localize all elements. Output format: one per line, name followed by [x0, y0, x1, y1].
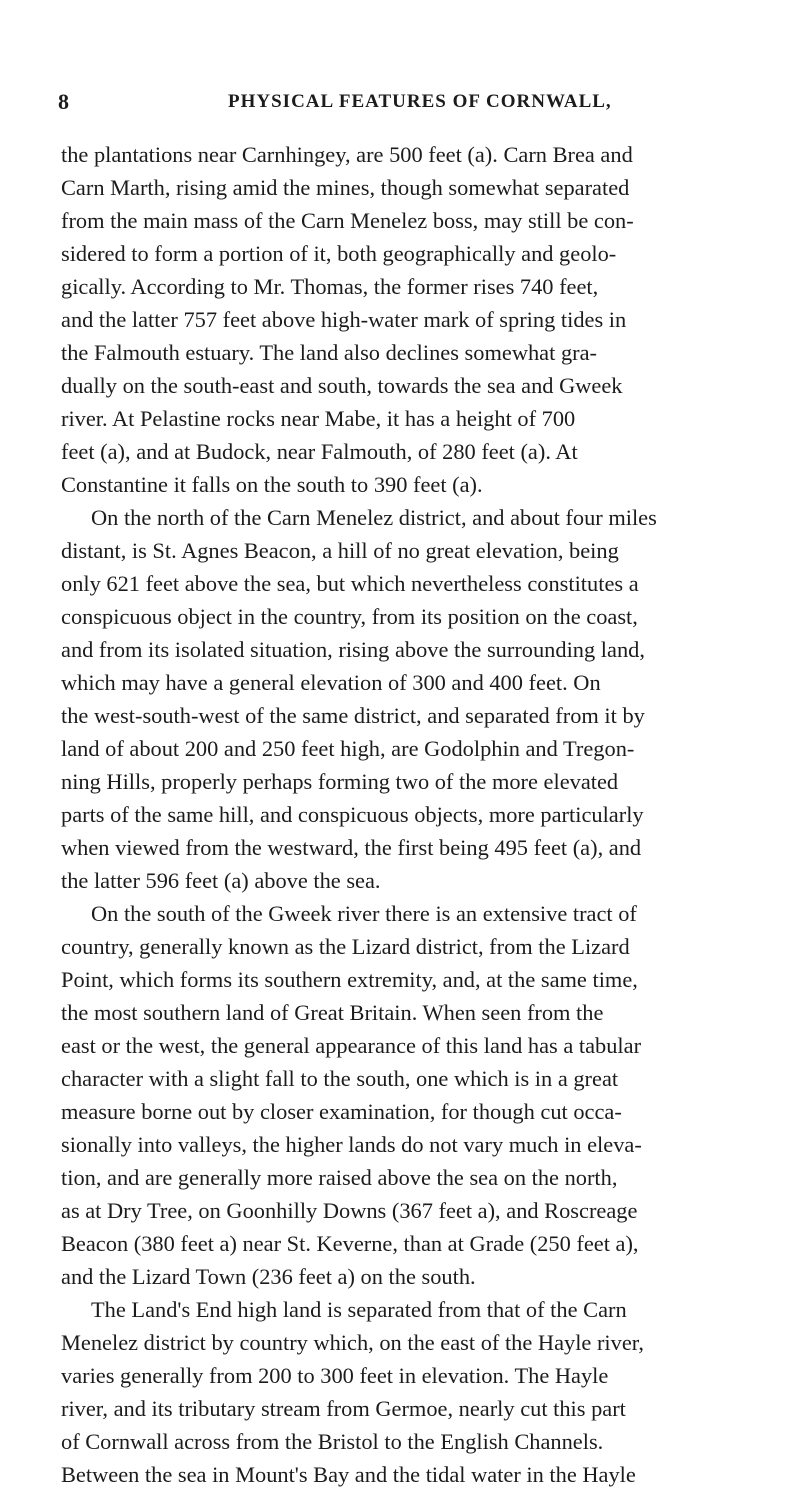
text-line: Point, which forms its southern extremity, and, at the same time,: [61, 967, 638, 992]
text-line: feet (a), and at Budock, near Falmouth, of 280 feet (a). At: [61, 439, 578, 464]
body-text: [61, 138, 763, 1491]
text-line: the plantations near Carnhingey, are 500 feet (a). Carn Brea and: [61, 142, 633, 167]
text-line: the latter 596 feet (a) above the sea.: [61, 868, 381, 893]
text-line: Menelez district by country which, on the east of the Hayle river,: [61, 1330, 644, 1355]
text-line: river. At Pelastine rocks near Mabe, it has a height of 700: [61, 406, 576, 431]
text-line: sionally into valleys, the higher lands do not vary much in eleva-: [61, 1132, 642, 1157]
text-line: the Falmouth estuary. The land also declines somewhat gra-: [61, 340, 597, 365]
text-line: country, generally known as the Lizard district, from the Lizard: [61, 934, 630, 959]
text-line: the most southern land of Great Britain. When seen from the: [61, 1000, 604, 1025]
text-line: sidered to form a portion of it, both geographically and geolo-: [61, 241, 617, 266]
paragraph-start-line: On the south of the Gweek river there is an extensive tract of: [91, 901, 637, 926]
text-line: the west-south-west of the same district, and separated from it by: [61, 703, 645, 728]
text-line: which may have a general elevation of 300 and 400 feet. On: [61, 670, 601, 695]
text-line: when viewed from the westward, the first being 495 feet (a), and: [61, 835, 642, 860]
text-line: distant, is St. Agnes Beacon, a hill of no great elevation, being: [61, 538, 619, 563]
paragraph-start-line: The Land's End high land is separated from that of the Carn: [91, 1297, 627, 1322]
text-line: gically. According to Mr. Thomas, the former rises 740 feet,: [61, 274, 599, 299]
text-line: east or the west, the general appearance of this land has a tabular: [61, 1033, 642, 1058]
running-head: [0, 88, 800, 116]
text-line: tion, and are generally more raised above the sea on the north,: [61, 1165, 618, 1190]
text-line: conspicuous object in the country, from its position on the coast,: [61, 604, 638, 629]
paragraph-start-line: On the north of the Carn Menelez district, and about four miles: [91, 505, 657, 530]
text-line: and the latter 757 feet above high-water mark of spring tides in: [61, 307, 627, 332]
text-line: Constantine it falls on the south to 390 feet (a).: [61, 472, 483, 497]
running-title: PHYSICAL FEATURES OF CORNWALL,: [228, 91, 612, 112]
text-line: ning Hills, properly perhaps forming two of the more elevated: [61, 769, 619, 794]
text-line: parts of the same hill, and conspicuous objects, more particularly: [61, 802, 644, 827]
text-line: land of about 200 and 250 feet high, are Godolphin and Tregon-: [61, 736, 635, 761]
text-line: river, and its tributary stream from Germoe, nearly cut this part: [61, 1396, 626, 1421]
text-line: measure borne out by closer examination, for though cut occa-: [61, 1099, 622, 1124]
text-line: only 621 feet above the sea, but which nevertheless constitutes a: [61, 571, 639, 596]
text-line: as at Dry Tree, on Goonhilly Downs (367 feet a), and Roscreage: [61, 1198, 638, 1223]
text-line: of Cornwall across from the Bristol to the English Channels.: [61, 1429, 604, 1454]
text-line: from the main mass of the Carn Menelez boss, may still be con-: [61, 208, 634, 233]
text-line: and from its isolated situation, rising above the surrounding land,: [61, 637, 645, 662]
text-line: varies generally from 200 to 300 feet in elevation. The Hayle: [61, 1363, 609, 1388]
text-line: dually on the south-east and south, towards the sea and Gweek: [61, 373, 623, 398]
text-line: character with a slight fall to the south, one which is in a great: [61, 1066, 619, 1091]
text-line: and the Lizard Town (236 feet a) on the south.: [61, 1264, 476, 1289]
text-line: Carn Marth, rising amid the mines, though somewhat separated: [61, 175, 630, 200]
page-number: 8: [58, 89, 69, 114]
text-line: Between the sea in Mount's Bay and the tidal water in the Hayle: [61, 1462, 636, 1487]
text-line: Beacon (380 feet a) near St. Keverne, than at Grade (250 feet a),: [61, 1231, 639, 1256]
